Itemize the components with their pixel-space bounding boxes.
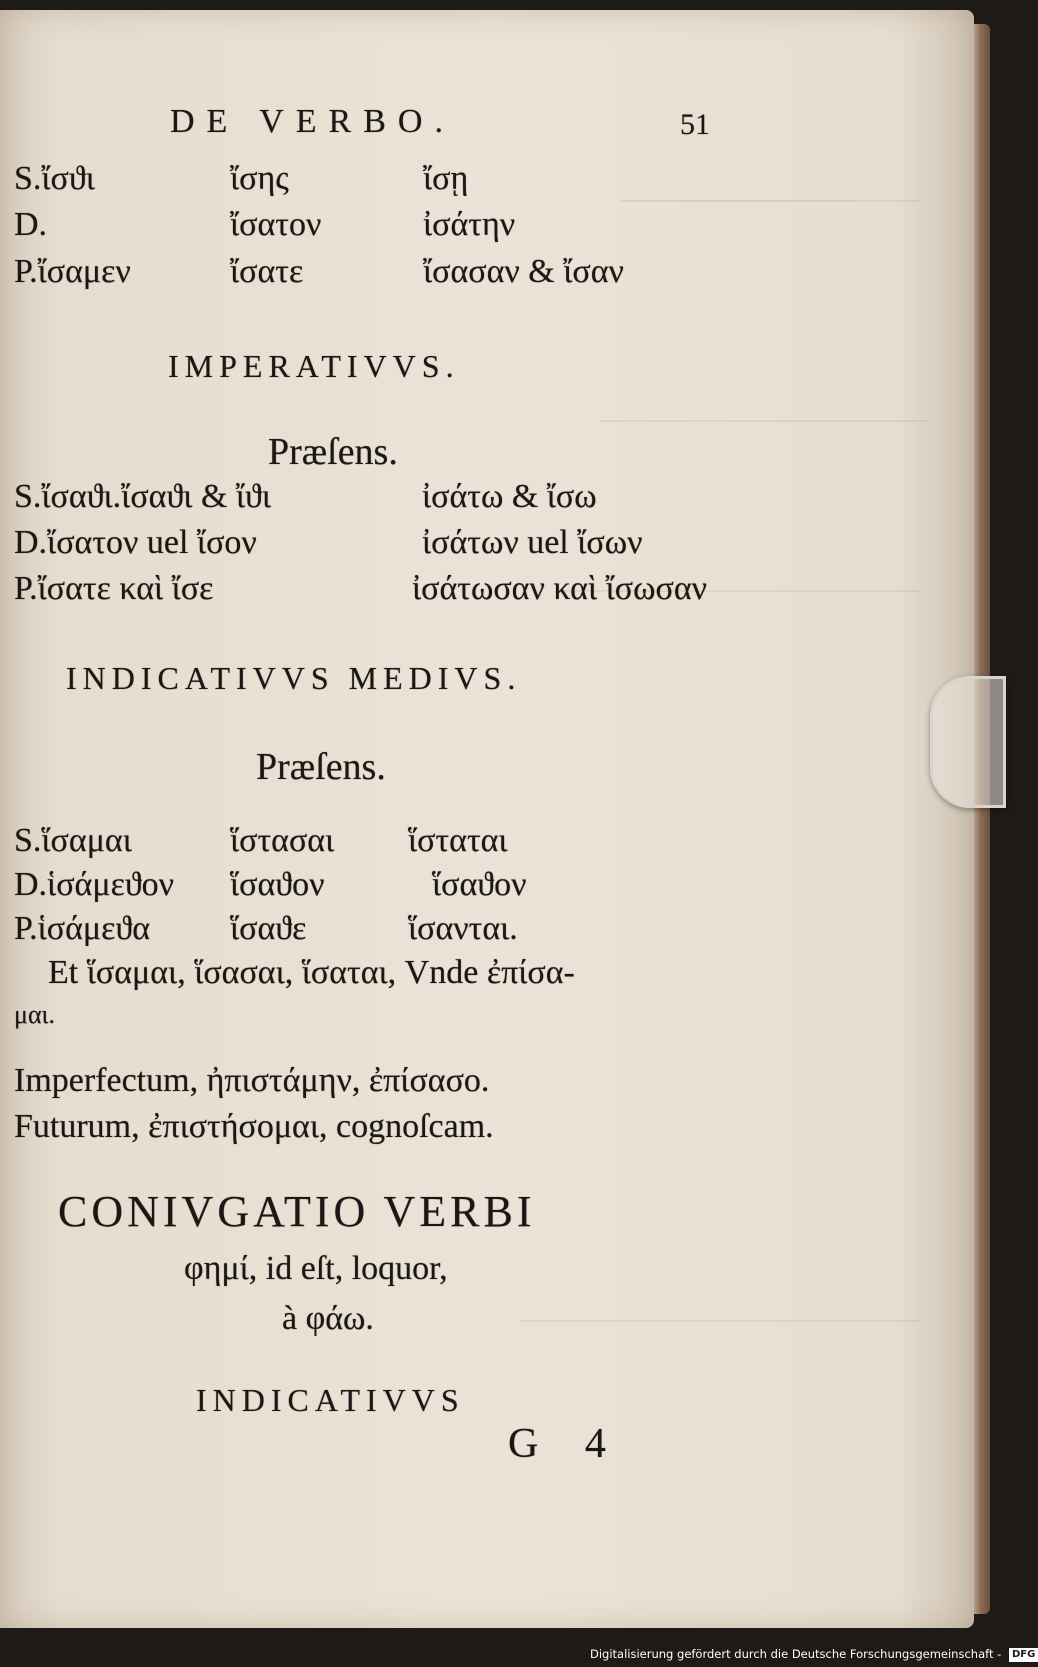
table1-d-col3: ἰσάτην xyxy=(423,206,516,243)
table1-p-col1: P.ἴσαμεν xyxy=(14,253,131,290)
dfg-logo: DFG xyxy=(1009,1648,1038,1662)
catchword: INDICATIVVS xyxy=(196,1382,465,1418)
conjugatio-subline: à φάω. xyxy=(282,1300,374,1337)
imper-s-right: ἰσάτω & ἴσω xyxy=(422,478,597,515)
imper-d-right: ἰσάτων uel ἴσων xyxy=(422,524,643,561)
page-edge xyxy=(974,24,990,1614)
imperfectum-line: Imperfectum, ἠπιστάμην, ἐπίσασο. xyxy=(14,1062,490,1099)
show-through-mark xyxy=(620,200,920,222)
footer-text: Digitalisierung gefördert durch die Deutsche Forschungsgemeinschaft - xyxy=(590,1647,1002,1661)
imper-d-left: D.ἴσατον uel ἴσον xyxy=(14,524,257,561)
table1-s-col3: ἴσῃ xyxy=(423,160,469,197)
heading-conjugatio: CONIVGATIO VERBI xyxy=(58,1187,536,1236)
footer-credit xyxy=(590,1642,1036,1667)
imper-s-left: S.ἴσαϑι.ἴσαϑι & ἴϑι xyxy=(14,478,272,515)
table1-s-col2: ἴσης xyxy=(230,160,289,197)
table1-p-col3: ἴσασαν & ἴσαν xyxy=(423,253,624,290)
heading-imperativus: IMPERATIVVS. xyxy=(168,348,460,384)
table1-d-col2: ἴσατον xyxy=(230,206,322,243)
heading-indicativus-medius: INDICATIVVS MEDIVS. xyxy=(66,660,522,696)
futurum-line: Futurum, ἐπιστήσομαι, cognoſcam. xyxy=(14,1108,494,1145)
subheading-praesens: Præſens. xyxy=(268,431,398,473)
subheading-praesens: Præſens. xyxy=(256,746,386,788)
running-head: DE VERBO. xyxy=(170,103,455,140)
medius-s-col2: ἵστασαι xyxy=(230,822,335,859)
imper-p-left: P.ἴσατε καὶ ἴσε xyxy=(14,570,214,607)
show-through-mark xyxy=(520,1320,920,1342)
page-clip xyxy=(930,676,1006,808)
table1-s-col1: S.ἴσϑι xyxy=(14,160,95,197)
et-line: Et ἵσαμαι, ἵσασαι, ἵσαται, Vnde ἐπίσα- xyxy=(48,954,575,991)
medius-p-col3: ἵσανται. xyxy=(408,910,518,947)
medius-s-col3: ἵσταται xyxy=(408,822,508,859)
show-through-mark xyxy=(600,420,930,442)
medius-p-col1: P.ἱσάμεϑα xyxy=(14,910,151,947)
conjugatio-subline: φημί, id eſt, loquor, xyxy=(184,1250,448,1287)
signature-mark: G 4 xyxy=(508,1421,624,1467)
et-line-continuation: μαι. xyxy=(14,1000,56,1029)
medius-p-col2: ἵσαϑε xyxy=(230,910,307,947)
medius-d-col3: ἵσαϑον xyxy=(432,866,527,903)
medius-s-col1: S.ἵσαμαι xyxy=(14,822,132,859)
table1-p-col2: ἴσατε xyxy=(230,253,304,290)
imper-p-right: ἰσάτωσαν καὶ ἴσωσαν xyxy=(412,570,708,607)
medius-d-col1: D.ἱσάμεϑον xyxy=(14,866,175,903)
medius-d-col2: ἵσαϑον xyxy=(230,866,325,903)
table1-d-col1: D. xyxy=(14,206,48,243)
folio-number: 51 xyxy=(680,108,710,141)
